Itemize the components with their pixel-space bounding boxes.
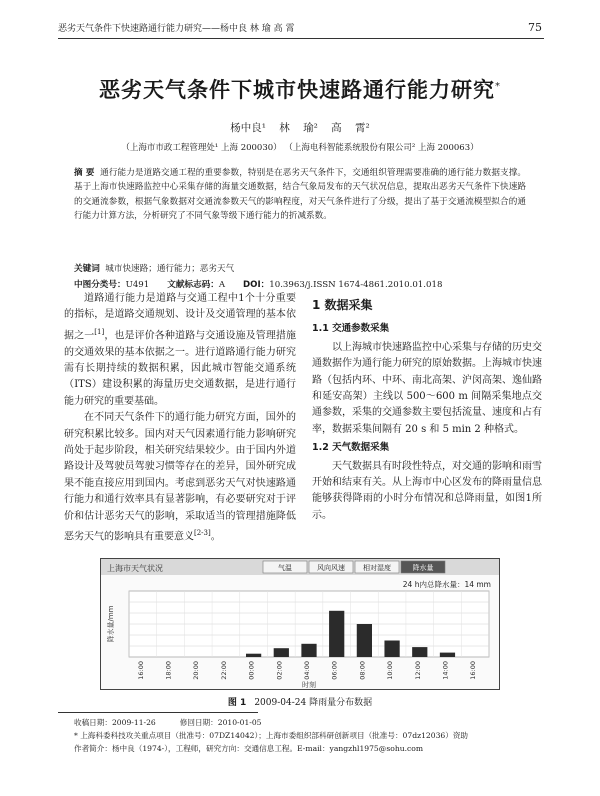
- x-tick-label: 04:00: [303, 661, 311, 680]
- footnote-rule: [58, 712, 258, 713]
- paper-title: [58, 74, 542, 104]
- citation: [1]: [94, 327, 105, 336]
- header-rule: [58, 38, 544, 39]
- x-tick-label: 16:00: [136, 661, 145, 680]
- abstract: [74, 166, 526, 224]
- body-text: 在不同天气条件下的通行能力研究方面，国外的研究积累比较多。国内对天气因素通行能力影响研究尚处于起步阶段，相关研究结果较少。由于国内外道路设计及驾驶员驾驶习惯等存在的差异，国外研究成果不能直接应用到国内。考虑到恶劣天气对快速路通行能力和通行效率具有显著影响，有必要研究对于评价和估计恶劣天气的影响，采取适当的管理措施降低恶劣天气的影响具有重要意义: [64, 412, 296, 543]
- revised-value: 2010-01-05: [217, 718, 262, 727]
- x-tick-label: 10:00: [386, 661, 395, 680]
- keywords-text: 城市快速路；通行能力；恶劣天气: [105, 264, 235, 274]
- body-paragraph: 天气数据具有时段性特点，对交通的影响和雨雪开始和结束有关。从上海市中心区发布的降雨量信息能够获得降雨的小时分布情况和总降雨量，如图1所示。: [312, 460, 542, 521]
- revised-label: 修回日期：: [179, 718, 218, 727]
- figure-label: 图 1: [227, 698, 247, 708]
- body-paragraph: 以上海城市快速路监控中心采集与存储的历史交通数据作为通行能力研究的原始数据。上海城市快速路（包括内环、中环、南北高架、沪闵高架、逸仙路和延安高架）主线以 500～600 m 间隔采集地点交通参数，采集的交通参数主要包括流量、速度和占有率，数据采集间隔有 20 s 和 5 min 2 种格式。: [312, 341, 542, 435]
- clc: [74, 278, 149, 290]
- bar: [246, 654, 261, 657]
- body-text: ，也是评价各种道路与交通设施及管理措施的交通效果的基本依据之一。进行道路通行能力研究需有长期持续的数据积累，因此城市智能交通系统（ITS）建设积累的海量历史交通数据，是进行通行能力研究的重要基础。: [64, 330, 297, 407]
- legend-tab-label: 气温: [278, 564, 292, 572]
- bar: [440, 653, 455, 657]
- body-text: 道路通行能力是道路与交通工程中1个十分重要的指标，是道路交通规划、设计及交通管理的基本依据之一: [64, 293, 296, 342]
- x-tick-label: 18:00: [164, 661, 173, 680]
- subsection-heading: 1.2 天气数据采集: [312, 442, 390, 454]
- body-right-column: [312, 291, 542, 524]
- citation: [2-3]: [194, 529, 211, 538]
- body-paragraph: [64, 410, 296, 546]
- running-head: [58, 18, 542, 36]
- doi: [243, 278, 442, 290]
- page-number: 75: [528, 20, 542, 34]
- paper-affiliations: （上海市市政工程管理处¹ 上海 200030） （上海电科智能系统股份有限公司² 上海 200063）: [121, 143, 479, 153]
- classification-line: [74, 278, 526, 290]
- received-value: 2009-11-26: [111, 718, 156, 727]
- bar: [384, 641, 399, 658]
- legend-tab-label: 降水量: [412, 564, 434, 572]
- x-tick-label: 14:00: [441, 661, 450, 680]
- title-footnote-mark: *: [495, 81, 501, 92]
- x-tick-label: 00:00: [247, 661, 256, 680]
- doc-code-label: 文献标志码：: [167, 280, 219, 290]
- received-date: [74, 716, 156, 729]
- received-label: 收稿日期：: [74, 718, 112, 727]
- running-head-title: 恶劣天气条件下快速路通行能力研究——杨中良 林 瑜 高 霄: [58, 23, 295, 34]
- legend-tab-label: 相对湿度: [363, 564, 391, 572]
- section-heading: 1 数据采集: [312, 298, 373, 312]
- x-tick-label: 12:00: [413, 661, 422, 680]
- paper-title-text: 恶劣天气条件下城市快速路通行能力研究: [99, 78, 495, 102]
- clc-value: U491: [125, 280, 150, 290]
- fund-note: * 上海科委科技攻关重点项目（批准号：07DZ14042）；上海市委组织部科研创新项目（批准号：07dz12036）资助: [74, 731, 469, 740]
- rainfall-chart: [101, 559, 499, 689]
- x-tick-label: 22:00: [219, 661, 228, 680]
- paper-authors: 杨中良¹ 林 瑜² 高 霄²: [230, 122, 370, 134]
- body-paragraph: [64, 291, 296, 410]
- figure-1: [100, 558, 500, 690]
- clc-label: 中图分类号：: [74, 280, 126, 290]
- doc-code: [167, 278, 225, 290]
- chart-summary: 24 h内总降水量：14 mm: [402, 580, 491, 589]
- x-tick-label: 06:00: [330, 661, 339, 680]
- x-tick-label: 02:00: [275, 661, 284, 680]
- figure-caption: [100, 695, 500, 708]
- legend-tab-label: 风向风速: [317, 564, 345, 572]
- y-axis-label: 降水量/mm: [107, 605, 115, 643]
- bar: [301, 644, 316, 657]
- doi-label: DOI：: [243, 280, 270, 290]
- bar: [357, 624, 372, 657]
- keywords: [74, 262, 526, 274]
- chart-title: 上海市天气状况: [107, 564, 163, 573]
- abstract-text: 通行能力是道路交通工程的重要参数，特别是在恶劣天气条件下，交通组织管理需要准确的通行能力数据支撑。基于上海市快速路监控中心采集存储的海量交通数据，结合气象局发布的天气状况信息，提取出恶劣天气条件下快速路的交通流参数，根据气象数据对交通流参数天气的影响程度，对天气条件进行了分级，提出了基于交通流模型拟合的通行能力计算方法，分析研究了不同气象等级下通行能力的折减系数。: [74, 168, 526, 222]
- x-axis-label: 时刻: [302, 681, 316, 689]
- date-row: [74, 716, 544, 729]
- doc-code-value: A: [218, 280, 226, 290]
- bar: [412, 647, 427, 657]
- body-text: 。: [210, 531, 221, 543]
- x-tick-label: 08:00: [358, 661, 367, 680]
- author-info: 作者简介：杨中良（1974-），工程师，研究方向：交通信息工程。E-mail：yangzhl1975@sohu.com: [74, 744, 424, 753]
- keywords-label: 关键词: [74, 264, 100, 274]
- x-tick-label: 16:00: [469, 661, 478, 680]
- bar: [329, 611, 344, 657]
- x-tick-label: 20:00: [192, 661, 201, 680]
- bar: [274, 648, 289, 657]
- doi-value: 10.3963/j.ISSN 1674-4861.2010.01.018: [269, 280, 443, 290]
- abstract-label: 摘 要: [74, 168, 95, 178]
- revised-date: [180, 716, 262, 729]
- footnotes: [74, 716, 544, 755]
- body-left-column: [64, 291, 296, 546]
- figure-caption-text: 2009-04-24 降雨量分布数据: [254, 698, 373, 708]
- subsection-heading: 1.1 交通参数采集: [312, 323, 390, 335]
